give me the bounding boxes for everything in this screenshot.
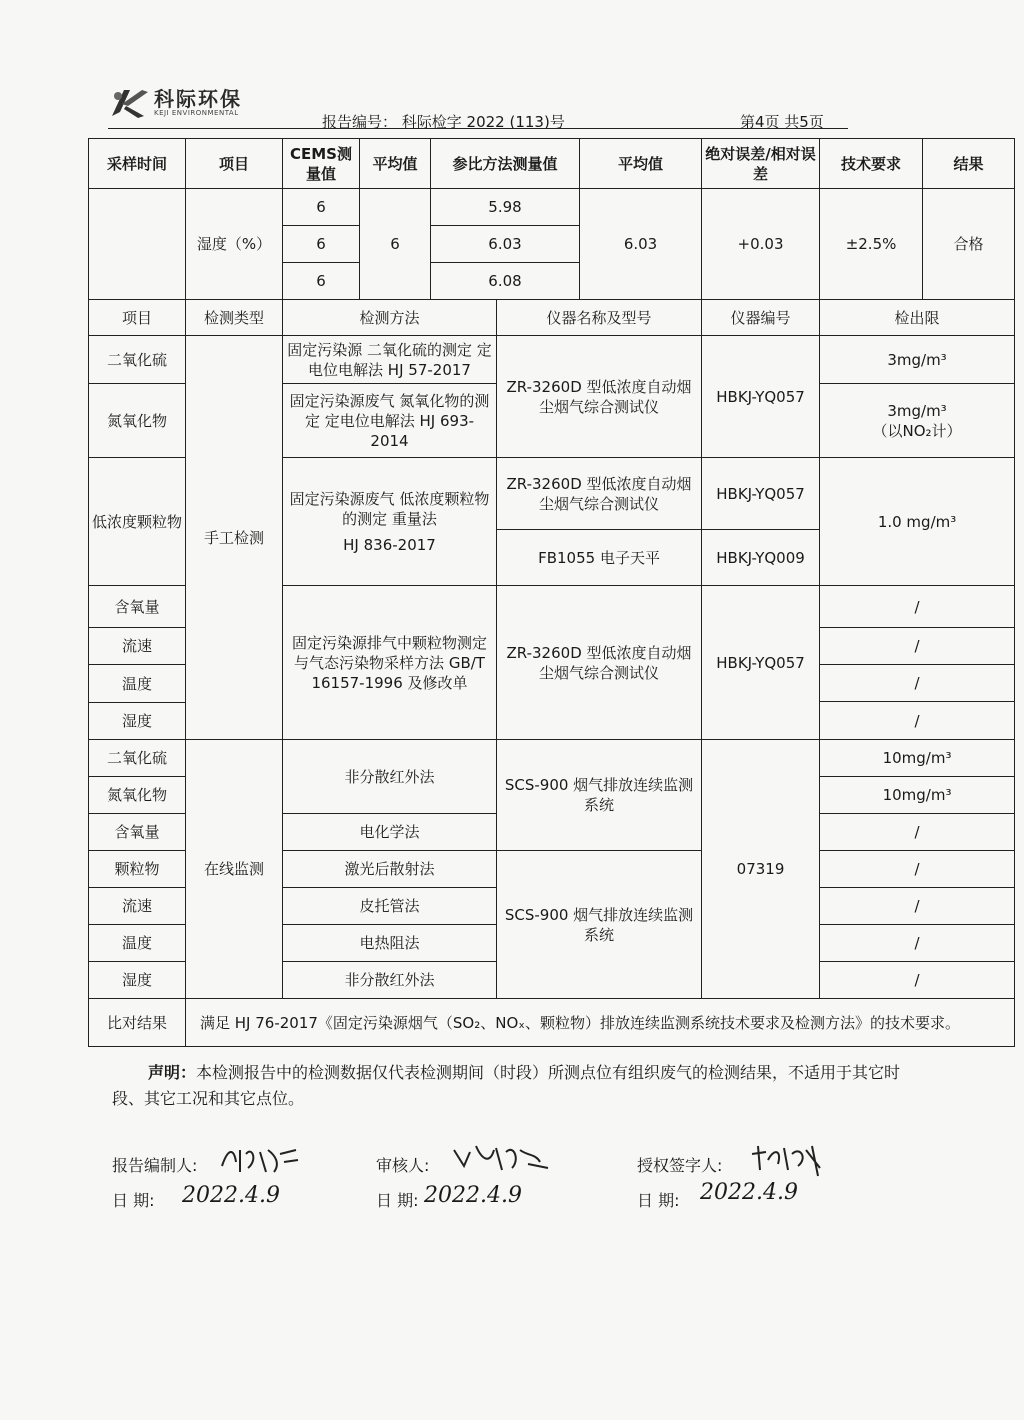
col-instrument-id: 仪器编号: [702, 300, 820, 336]
limit-nox-value: 3mg/m³: [887, 401, 947, 420]
report-number: 报告编号： 科际检字 2022 (113)号: [322, 113, 565, 131]
method-nox: 固定污染源废气 氮氧化物的测定 定电位电解法 HJ 693-2014: [283, 384, 497, 458]
date-value: 2022.4.9: [424, 1183, 522, 1208]
col-cems-avg: 平均值: [360, 139, 431, 189]
limit-so2-online: 10mg/m³: [820, 740, 1015, 777]
method-header-row: [89, 300, 1015, 336]
method-sampling: 固定污染源排气中颗粒物测定与气态污染物采样方法 GB/T 16157-1996 及修改单: [283, 586, 497, 740]
date-value: 2022.4.9: [700, 1180, 798, 1205]
cems-value: 6: [283, 263, 360, 300]
limit-nox-note: （以NO₂计）: [872, 421, 962, 440]
instrument-id-yq057: HBKJ-YQ057: [702, 458, 820, 530]
item-humidity: 湿度: [89, 703, 186, 740]
item-o2: 含氧量: [89, 586, 186, 628]
requirement-value: ±2.5%: [820, 189, 923, 300]
result-value: 合格: [923, 189, 1015, 300]
col-result: 结果: [923, 139, 1015, 189]
date-label: 日 期:: [637, 1191, 680, 1210]
item-nox-online: 氮氧化物: [89, 777, 186, 814]
reviewer-signature: [450, 1140, 554, 1180]
date-value: 2022.4.9: [182, 1183, 280, 1208]
method-pm: [283, 458, 497, 586]
limit-particles-online: /: [820, 851, 1015, 888]
limit-flow-online: /: [820, 888, 1015, 925]
instrument-id-yq009: HBKJ-YQ009: [702, 530, 820, 586]
cems-value: 6: [283, 189, 360, 226]
item-flow: 流速: [89, 628, 186, 665]
result-row: [89, 999, 1015, 1047]
limit-pm: 1.0 mg/m³: [820, 458, 1015, 586]
col-detection-limit: 检出限: [820, 300, 1015, 336]
table-row: [89, 740, 1015, 777]
instrument-id-07319: 07319: [702, 740, 820, 999]
item-humidity-online: 湿度: [89, 962, 186, 999]
limit-nox: [820, 384, 1015, 458]
instrument-fb1055: FB1055 电子天平: [497, 530, 702, 586]
limit-o2: /: [820, 586, 1015, 628]
date-label: 日 期:: [376, 1191, 419, 1210]
logo-english-name: KEJI ENVIRONMENTAL: [154, 109, 239, 117]
online-test-type: 在线监测: [186, 740, 283, 999]
instrument-zr3260d: ZR-3260D 型低浓度自动烟尘烟气综合测试仪: [497, 336, 702, 458]
col-ref-value: 参比方法测量值: [431, 139, 580, 189]
error-value: +0.03: [702, 189, 820, 300]
method-ndir-humidity: 非分散红外法: [283, 962, 497, 999]
col-requirement: 技术要求: [820, 139, 923, 189]
limit-humidity-online: /: [820, 962, 1015, 999]
limit-temp-online: /: [820, 925, 1015, 962]
limit-temp: /: [820, 665, 1015, 702]
limit-o2-online: /: [820, 814, 1015, 851]
col-instrument: 仪器名称及型号: [497, 300, 702, 336]
instrument-scs900: SCS-900 烟气排放连续监测系统: [497, 740, 702, 851]
signer-signature: [748, 1140, 832, 1180]
header-divider: [108, 128, 848, 129]
table-row: [89, 336, 1015, 384]
ref-value: 6.03: [431, 226, 580, 263]
ref-value: 5.98: [431, 189, 580, 226]
item-temp: 温度: [89, 665, 186, 703]
method-pitot: 皮托管法: [283, 888, 497, 925]
result-text: 满足 HJ 76-2017《固定污染源烟气（SO₂、NOₓ、颗粒物）排放连续监测系统技术要求及检测方法》的技术要求。: [186, 999, 1015, 1047]
method-pm-name: 固定污染源废气 低浓度颗粒物的测定 重量法: [289, 489, 490, 528]
col-method-item: 项目: [89, 300, 186, 336]
humidity-item: 湿度（%）: [186, 189, 283, 300]
method-laser: 激光后散射法: [283, 851, 497, 888]
instrument-id-yq057: HBKJ-YQ057: [702, 336, 820, 458]
limit-humidity: /: [820, 702, 1015, 740]
method-so2: 固定污染源 二氧化硫的测定 定电位电解法 HJ 57-2017: [283, 336, 497, 384]
method-pm-standard: HJ 836-2017: [343, 535, 436, 554]
page-number: 第4页 共5页: [740, 113, 824, 131]
col-ref-avg: 平均值: [580, 139, 702, 189]
col-cems-value: CEMS测量值: [283, 139, 360, 189]
ref-value: 6.08: [431, 263, 580, 300]
sampling-time-cell: [89, 189, 186, 300]
limit-flow: /: [820, 628, 1015, 665]
cems-average: 6: [360, 189, 431, 300]
editor-label: 报告编制人:: [112, 1156, 198, 1175]
result-label: 比对结果: [89, 999, 186, 1047]
item-particles-online: 颗粒物: [89, 851, 186, 888]
method-electrochem: 电化学法: [283, 814, 497, 851]
item-nox: 氮氧化物: [89, 384, 186, 458]
reviewer-label: 审核人:: [376, 1156, 430, 1175]
date-label: 日 期:: [112, 1191, 155, 1210]
item-flow-online: 流速: [89, 888, 186, 925]
limit-so2: 3mg/m³: [820, 336, 1015, 384]
method-ndir: 非分散红外法: [283, 740, 497, 814]
manual-test-type: 手工检测: [186, 336, 283, 740]
instrument-id-yq057: HBKJ-YQ057: [702, 586, 820, 740]
item-o2-online: 含氧量: [89, 814, 186, 851]
declaration-text: 本检测报告中的检测数据仅代表检测期间（时段）所测点位有组织废气的检测结果，不适用于其它时段、其它工况和其它点位。: [112, 1063, 901, 1108]
item-low-pm: 低浓度颗粒物: [89, 458, 186, 586]
declaration-label: 声明：: [148, 1063, 197, 1082]
item-so2: 二氧化硫: [89, 336, 186, 384]
limit-nox-online: 10mg/m³: [820, 777, 1015, 814]
instrument-scs900: SCS-900 烟气排放连续监测系统: [497, 851, 702, 999]
declaration: [112, 1060, 902, 1112]
col-test-method: 检测方法: [283, 300, 497, 336]
company-logo: [108, 86, 242, 120]
method-thermal: 电热阻法: [283, 925, 497, 962]
instrument-zr3260d: ZR-3260D 型低浓度自动烟尘烟气综合测试仪: [497, 586, 702, 740]
report-table: [88, 138, 1015, 1047]
compare-row: [89, 189, 1015, 226]
cems-value: 6: [283, 226, 360, 263]
col-sampling-time: 采样时间: [89, 139, 186, 189]
signer-label: 授权签字人:: [637, 1156, 723, 1175]
col-error: 绝对误差/相对误差: [702, 139, 820, 189]
logo-chinese-name: 科际环保: [154, 87, 242, 111]
compare-header-row: [89, 139, 1015, 189]
item-temp-online: 温度: [89, 925, 186, 962]
editor-signature: [218, 1142, 302, 1178]
instrument-zr3260d: ZR-3260D 型低浓度自动烟尘烟气综合测试仪: [497, 458, 702, 530]
col-item: 项目: [186, 139, 283, 189]
col-test-type: 检测类型: [186, 300, 283, 336]
keji-logo-icon: [108, 86, 150, 120]
ref-average: 6.03: [580, 189, 702, 300]
item-so2-online: 二氧化硫: [89, 740, 186, 777]
